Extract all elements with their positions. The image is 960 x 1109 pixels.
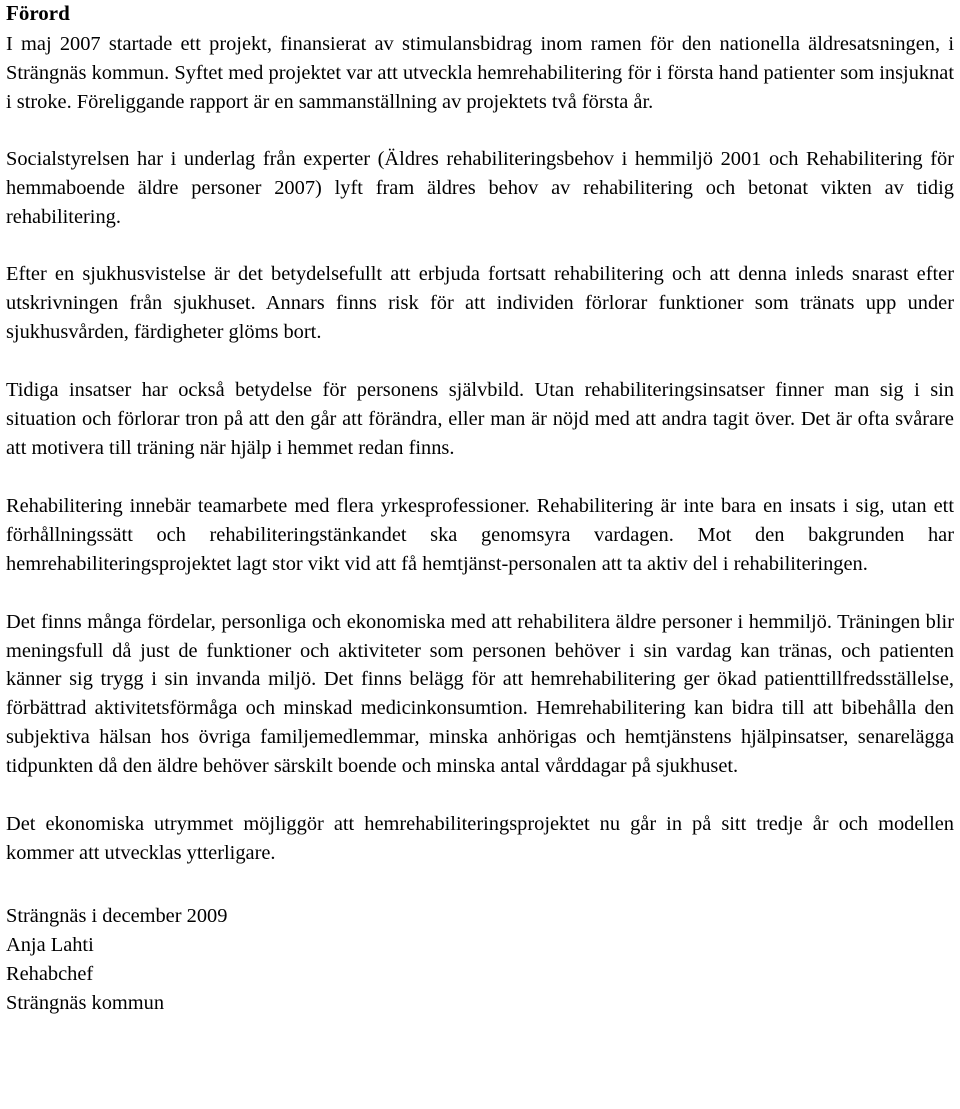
signature-organization: Strängnäs kommun	[6, 991, 165, 1014]
document-page	[6, 0, 954, 1018]
paragraph-socialstyrelsen: Socialstyrelsen har i underlag från experter (Äldres rehabiliteringsbehov i hemmiljö 2001 och Rehabilitering för hemmaboende äldre personer 2007) lyft fram äldres behov av rehabilitering och betonat vikten av tidig rehabilitering.	[6, 147, 954, 228]
paragraph-intro: I maj 2007 startade ett projekt, finansierat av stimulansbidrag inom ramen för den nationella äldresatsningen, i Strängnäs kommun. Syftet med projektet var att utveckla hemrehabilitering för i första hand patienter som insjuknat i stroke. Föreliggande rapport är en sammanställning av projektets två första år.	[6, 33, 954, 113]
signature-block	[6, 902, 954, 1018]
paragraph-sjukhusvistelse: Efter en sjukhusvistelse är det betydelsefullt att erbjuda fortsatt rehabilitering och att denna inleds snarast efter utskrivningen från sjukhuset. Annars finns risk för att individen förlorar funktioner som tränats upp under sjukhusvården, färdigheter glöms bort.	[6, 263, 954, 344]
paragraph-fordelar: Det finns många fördelar, personliga och ekonomiska med att rehabilitera äldre personer i hemmiljö. Träningen blir meningsfull då just de funktioner och aktiviteter som personen behöver i sin vardag kan tränas, och patienten känner sig trygg i sin invanda miljö. Det finns belägg för att hemrehabilitering ger ökad patienttillfredsställelse, förbättrad aktivitetsförmåga och minskad medicinkonsumtion. Hemrehabilitering kan bidra till att bibehålla den subjektiva hälsan hos övriga familjemedlemmar, minska anhörigas och hemtjänstens hjälpinsatser, senarelägga tidpunkten då den äldre behöver särskilt boende och minska antal vårddagar på sjukhuset.	[6, 610, 954, 778]
paragraph-tidiga-insatser: Tidiga insatser har också betydelse för personens självbild. Utan rehabiliteringsinsatser finner man sig i sin situation och förlorar tron på att den går att förändra, eller man är nöjd med att andra tagit över. Det är ofta svårare att motivera till träning när hjälp i hemmet redan finns.	[6, 379, 954, 459]
signature-name: Anja Lahti	[6, 933, 94, 956]
paragraph-ekonomiska: Det ekonomiska utrymmet möjliggör att hemrehabiliteringsprojektet nu går in på sitt tredje år och modellen kommer att utvecklas ytterligare.	[6, 813, 954, 864]
page-title: Förord	[6, 1, 70, 25]
paragraph-teamarbete: Rehabilitering innebär teamarbete med flera yrkesprofessioner. Rehabilitering är inte bara en insats i sig, utan ett förhållningssätt och rehabiliteringstänkandet ska genomsyra vardagen. Mot den bakgrunden har hemrehabiliteringsprojektet lagt stor vikt vid att få hemtjänst-personalen att ta aktiv del i rehabiliteringen.	[6, 494, 954, 575]
signature-role: Rehabchef	[6, 962, 94, 985]
signature-place-date: Strängnäs i december 2009	[6, 904, 228, 927]
